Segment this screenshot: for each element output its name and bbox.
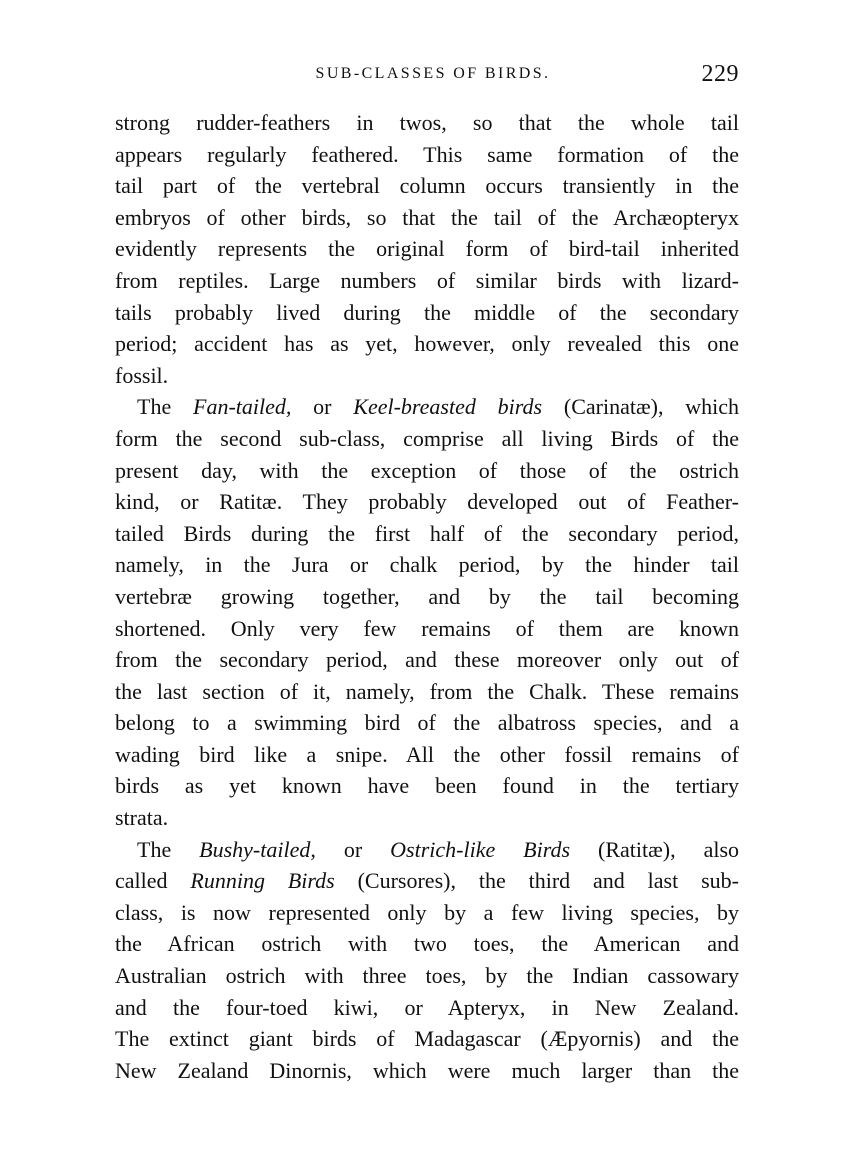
page-number: 229 [701, 61, 739, 87]
text-line: and the four-toed kiwi, or Apteryx, in New Zealand. [115, 994, 739, 1020]
text-line: from the secondary period, and these moreover only out of [115, 647, 739, 673]
text-line: class, is now represented only by a few living species, by [115, 899, 739, 925]
running-title: SUB-CLASSES OF BIRDS. [315, 65, 551, 82]
text-line: the last section of it, namely, from the Chalk. These remains [115, 678, 739, 704]
paragraph [115, 107, 739, 391]
text-line: fossil. [115, 362, 169, 388]
text-line: form the second sub-class, comprise all living Birds of the [115, 425, 739, 451]
text-line: strong rudder-feathers in twos, so that the whole tail [115, 110, 739, 135]
text-line: shortened. Only very few remains of them are known [115, 615, 739, 641]
text-line: Australian ostrich with three toes, by the Indian cassowary [115, 963, 739, 989]
paragraph [115, 834, 739, 1087]
text-line: strata. [115, 805, 169, 831]
text-line: tailed Birds during the first half of the secondary period, [115, 520, 739, 546]
paragraph [115, 391, 739, 833]
text-line: present day, with the exception of those of the ostrich [115, 457, 739, 483]
text-line: tail part of the vertebral column occurs transiently in the [115, 173, 739, 199]
text-line: embryos of other birds, so that the tail of the Archæopteryx [115, 204, 739, 230]
text-line: birds as yet known have been found in the tertiary [115, 773, 739, 799]
text-line: belong to a swimming bird of the albatross species, and a [115, 710, 739, 736]
text-line: The Fan-tailed, or Keel-breasted birds (Carinatæ), which [137, 394, 739, 420]
text-line: period; accident has as yet, however, only revealed this one [115, 331, 739, 357]
text-line: evidently represents the original form of bird-tail inherited [115, 236, 739, 262]
running-head [115, 58, 739, 90]
text-line: from reptiles. Large numbers of similar birds with lizard- [115, 267, 739, 293]
text-line: The Bushy-tailed, or Ostrich-like Birds (Ratitæ), also [137, 836, 740, 862]
text-line: vertebræ growing together, and by the tail becoming [115, 583, 739, 609]
text-line: wading bird like a snipe. All the other fossil remains of [115, 741, 739, 767]
text-line: tails probably lived during the middle of the secondary [115, 299, 739, 325]
text-line: The extinct giant birds of Madagascar (Æpyornis) and the [115, 1026, 739, 1052]
text-line: namely, in the Jura or chalk period, by the hinder tail [115, 552, 739, 578]
text-line: kind, or Ratitæ. They probably developed out of Feather- [115, 489, 739, 515]
text-line: called Running Birds (Cursores), the third and last sub- [115, 868, 739, 894]
body-text [115, 107, 739, 1086]
text-line: New Zealand Dinornis, which were much larger than the [115, 1057, 739, 1083]
text-line: the African ostrich with two toes, the American and [115, 931, 739, 957]
text-line: appears regularly feathered. This same formation of the [115, 141, 739, 167]
